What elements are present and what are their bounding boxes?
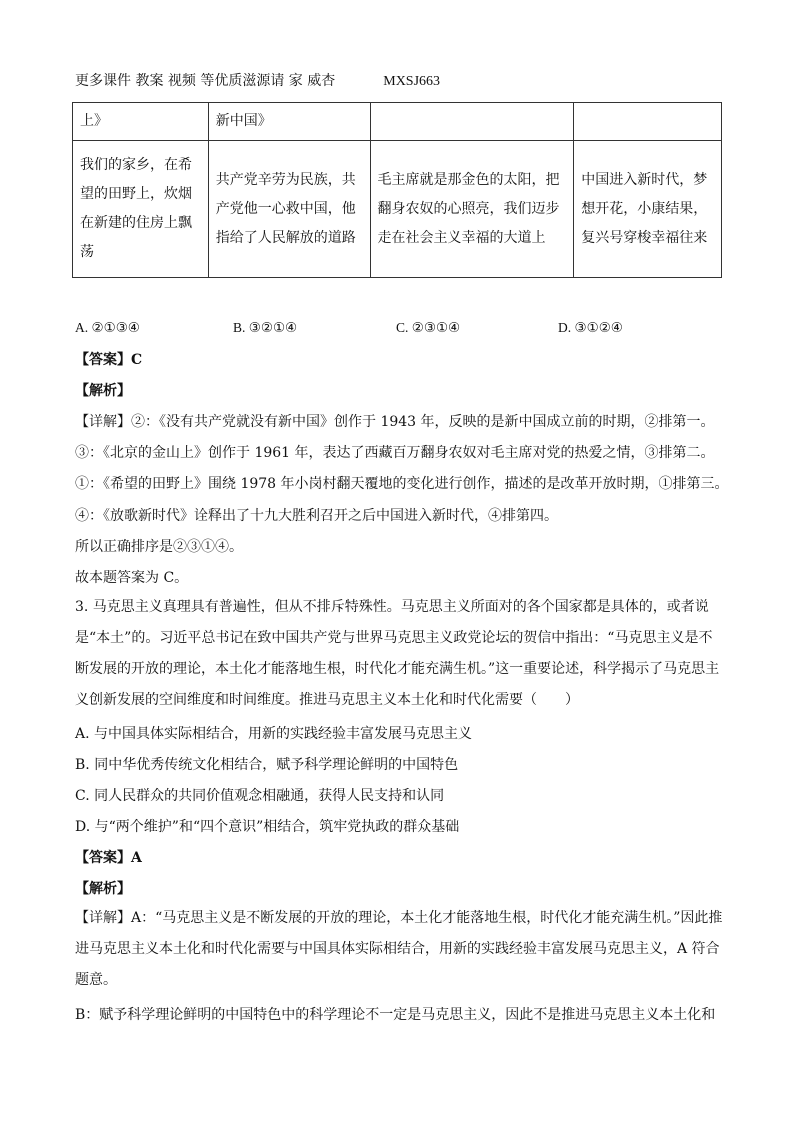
q2-option-a: A. ②①③④ bbox=[75, 320, 140, 335]
q2-detail-line: 所以正确排序是②③①④。 bbox=[75, 539, 243, 555]
q2-option-d: D. ③①②④ bbox=[558, 320, 623, 335]
q3-detail-a: 【详解】A：“马克思主义是不断发展的开放的理论，本土化才能落地生根，时代化才能充满生机。”因此推进马克思主义本土化和时代化需要与中国具体实际相结合，用新的实践经验丰富发展马克思主义，A 符合题意。 bbox=[75, 910, 723, 988]
q2-detail-line: ④：《放歌新时代》诠释出了十九大胜利召开之后中国进入新时代，④排第四。 bbox=[75, 508, 558, 524]
q2-detail-line: ③：《北京的金山上》创作于 1961 年，表达了西藏百万翻身农奴对毛主席对党的热爱之情，③排第二。 bbox=[75, 445, 715, 461]
table-cell: 上》 bbox=[73, 103, 209, 141]
q3-option-b: B. 同中华优秀传统文化相结合，赋予科学理论鲜明的中国特色 bbox=[75, 757, 459, 773]
q3-stem: 3. 马克思主义真理具有普遍性，但从不排斥特殊性。马克思主义所面对的各个国家都是具体的，或者说是“本土”的。习近平总书记在致中国共产党与世界马克思主义政党论坛的贺信中指出：“马克思主义是不断发展的开放的理论，本土化才能落地生根，时代化才能充满生机。”这一重要论述，科学揭示了马克思主义创新发展的空间维度和时间维度。推进马克思主义本土化和时代化需要（ ） bbox=[75, 599, 720, 708]
song-table bbox=[72, 102, 722, 278]
q2-detail-line: 【详解】②：《没有共产党就没有新中国》创作于 1943 年，反映的是新中国成立前的时期，②排第一。 bbox=[75, 414, 715, 430]
q2-detail-line: ①：《希望的田野上》围绕 1978 年小岗村翻天覆地的变化进行创作，描述的是改革开放时期，①排第三。 bbox=[75, 476, 729, 492]
table-cell: 新中国》 bbox=[208, 103, 370, 141]
table-row bbox=[73, 103, 722, 141]
table-cell: 共产党辛劳为民族，共产党他一心救中国，他指给了人民解放的道路 bbox=[208, 141, 370, 278]
q3-option-c: C. 同人民群众的共同价值观念相融通，获得人民支持和认同 bbox=[75, 788, 445, 804]
q2-option-b: B. ③②①④ bbox=[233, 320, 298, 335]
header-code: MXSJ663 bbox=[383, 74, 441, 89]
q2-detail-line: 故本题答案为 C。 bbox=[75, 570, 189, 586]
table-cell bbox=[574, 103, 722, 141]
q3-analysis-label: 【解析】 bbox=[75, 881, 131, 897]
table-cell: 毛主席就是那金色的太阳，把翻身农奴的心照亮，我们迈步走在社会主义幸福的大道上 bbox=[370, 141, 574, 278]
table-cell: 我们的家乡，在希望的田野上，炊烟在新建的住房上飘荡 bbox=[73, 141, 209, 278]
page-header bbox=[75, 70, 440, 90]
header-text: 更多课件 教案 视频 等优质滋源请 家 威杏 bbox=[75, 73, 336, 89]
q2-answer: 【答案】C bbox=[75, 352, 143, 368]
q2-analysis-label: 【解析】 bbox=[75, 383, 131, 399]
q3-answer: 【答案】A bbox=[75, 850, 142, 866]
q3-option-d: D. 与“两个维护”和“四个意识”相结合，筑牢党执政的群众基础 bbox=[75, 819, 460, 835]
q3-detail-b: B：赋予科学理论鲜明的中国特色中的科学理论不一定是马克思主义，因此不是推进马克思主义本土化和 bbox=[75, 1007, 716, 1023]
table-cell bbox=[370, 103, 574, 141]
q2-option-c: C. ②③①④ bbox=[396, 320, 461, 335]
table-cell: 中国进入新时代，梦想开花，小康结果，复兴号穿梭幸福往来 bbox=[574, 141, 722, 278]
table-row bbox=[73, 141, 722, 278]
q3-option-a: A. 与中国具体实际相结合，用新的实践经验丰富发展马克思主义 bbox=[75, 726, 473, 742]
